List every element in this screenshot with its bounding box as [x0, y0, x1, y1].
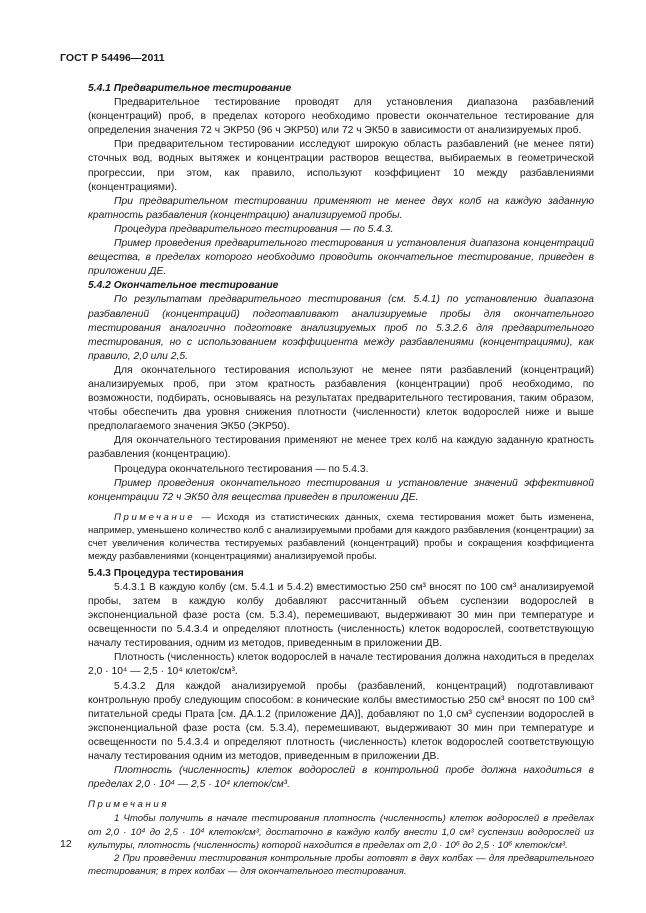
paragraph: При предварительном тестировании применяют не менее двух колб на каждую заданную кратность разбавления (концентрацию) анализируемой пробы. [88, 195, 594, 221]
paragraph: По результатам предварительного тестирования (см. 5.4.1) по установлению диапазона разбавлений (концентраций) подготавливают анализируемые пробы для окончательного тестирования аналогично подготовке анализируемых проб по 5.3.2.6 для предварительного тестирования, но с использованием коэффициента между разбавлениями (концентрациями), как правило, 2,0 или 2,5. [88, 294, 594, 362]
paragraph: Предварительное тестирование проводят для установления диапазона разбавлений (концентраций) проб, в пределах которого необходимо провести окончательное тестирование для определения значения 72 ч ЭКР50 (96 ч ЭКР50) или 72 ч ЭК50 в зависимости от анализируемых проб. [88, 97, 594, 137]
paragraph: 5.4.3.2 Для каждой анализируемой пробы (разбавлений, концентраций) подготавливают контрольную пробу следующим способом: в конические колбы вместимостью 250 см³ вносят по 100 см³ питательной среды Прата [см. ДА.1.2 (приложение ДА)], добавляют по 1,0 см³ суспензии водорослей в экспоненциальной фазе роста (см. 5.3.4), перемешивают, выдерживают 30 мин при температуре и освещенности по 5.4.3.4 и определяют плотность (численность) клеток водорослей соответствующую началу тестирования одним из методов, приведенным в приложении ДВ. [88, 680, 594, 763]
paragraph: Процедура окончательного тестирования — по 5.4.3. [114, 463, 369, 475]
section-5-4-1-title: 5.4.1 Предварительное тестирование [88, 83, 292, 94]
note-text: — Исходя из статистических данных, схема тестирования может быть изменена, например, уменьшено количество колб с анализируемыми пробами для каждого разбавления (концентрации) за счет увеличения количества тестируемых разбавлений (концентраций) пробы и сокращения коэффициента между разбавлениями (концентрациями) анализируемой пробы. [88, 511, 594, 562]
paragraph: Плотность (численность) клеток водорослей в контрольной пробе должна находиться в пределах 2,0 · 10⁴ — 2,5 · 10⁴ клеток/см³. [88, 765, 594, 791]
paragraph: Для окончательного тестирования применяют не менее трех колб на каждую заданную кратность разбавления (концентрацию). [88, 435, 594, 461]
paragraph: 5.4.3.1 В каждую колбу (см. 5.4.1 и 5.4.2) вместимостью 250 см³ вносят по 100 см³ анализируемой пробы, затем в каждую колбу добавляют рассчитанный объем суспензии водорослей в экспоненциальной фазе роста (см. 5.3.4), перемешивают, выдерживают 30 мин при температуре и освещенности по 5.4.3.4 и определяют плотность (численность) клеток водорослей, соответствующую началу тестирования, одним из методов, приведенным в приложении ДВ. [88, 581, 594, 650]
note [88, 511, 594, 563]
page-content [88, 82, 594, 878]
document-header: ГОСТ Р 54496—2011 [60, 52, 165, 64]
section-5-4-2-title: 5.4.2 Окончательное тестирование [88, 280, 279, 292]
paragraph: Пример проведения окончательного тестирования и установление значений эффективной концентрации 72 ч ЭК50 для вещества приведен в приложении ДЕ. [88, 477, 594, 503]
section-5-4-3-title: 5.4.3 Процедура тестирования [88, 567, 244, 579]
note-label: Примечание [114, 511, 196, 523]
paragraph: Процедура предварительного тестирования — по 5.4.3. [114, 223, 394, 235]
paragraph: Пример проведения предварительного тестирования и установления диапазона концентраций вещества, в пределах которого необходимо проводить окончательное тестирование, приведен в приложении ДЕ. [88, 238, 594, 278]
page-number: 12 [60, 838, 72, 850]
notes-title: Примечания [88, 799, 170, 811]
note-2: 2 При проведении тестирования контрольные пробы готовят в двух колбах — для предварительного тестирования; в трех колбах — для окончательного тестирования. [88, 853, 594, 878]
paragraph: Для окончательного тестирования используют не менее пяти разбавлений (концентраций) анализируемых проб, при этом кратность разбавления (концентрации) проб необходимо, по возможности, подбирать, основываясь на результатах предварительного тестирования, таким образом, чтобы обеспечить два уровня снижения плотности (численности) клеток водорослей ниже и выше предполагаемого значения ЭК50 (ЭКР50). [88, 364, 594, 433]
paragraph: Плотность (численность) клеток водорослей в начале тестирования должна находиться в пределах 2,0 · 10⁴ — 2,5 · 10⁴ клеток/см³. [88, 652, 594, 678]
note-1: 1 Чтобы получить в начале тестирования плотность (численность) клеток водорослей в пределах от 2,0 · 10⁴ до 2,5 · 10⁴ клеток/см³, достаточно в каждую колбу внести 1,0 см³ суспензии водорослей из культуры, плотность (численность) которой находится в пределах от 2,0 · 10⁶ до 2,5 · 10⁶ клеток/см³. [88, 813, 594, 851]
paragraph: При предварительном тестировании исследуют широкую область разбавлений (не менее пяти) сточных вод, водных вытяжек и концентрации растворов вещества, выбираемых в геометрической прогрессии, при этом, как правило, используют коэффициент 10 между разбавлениями (концентрациями). [88, 139, 594, 193]
